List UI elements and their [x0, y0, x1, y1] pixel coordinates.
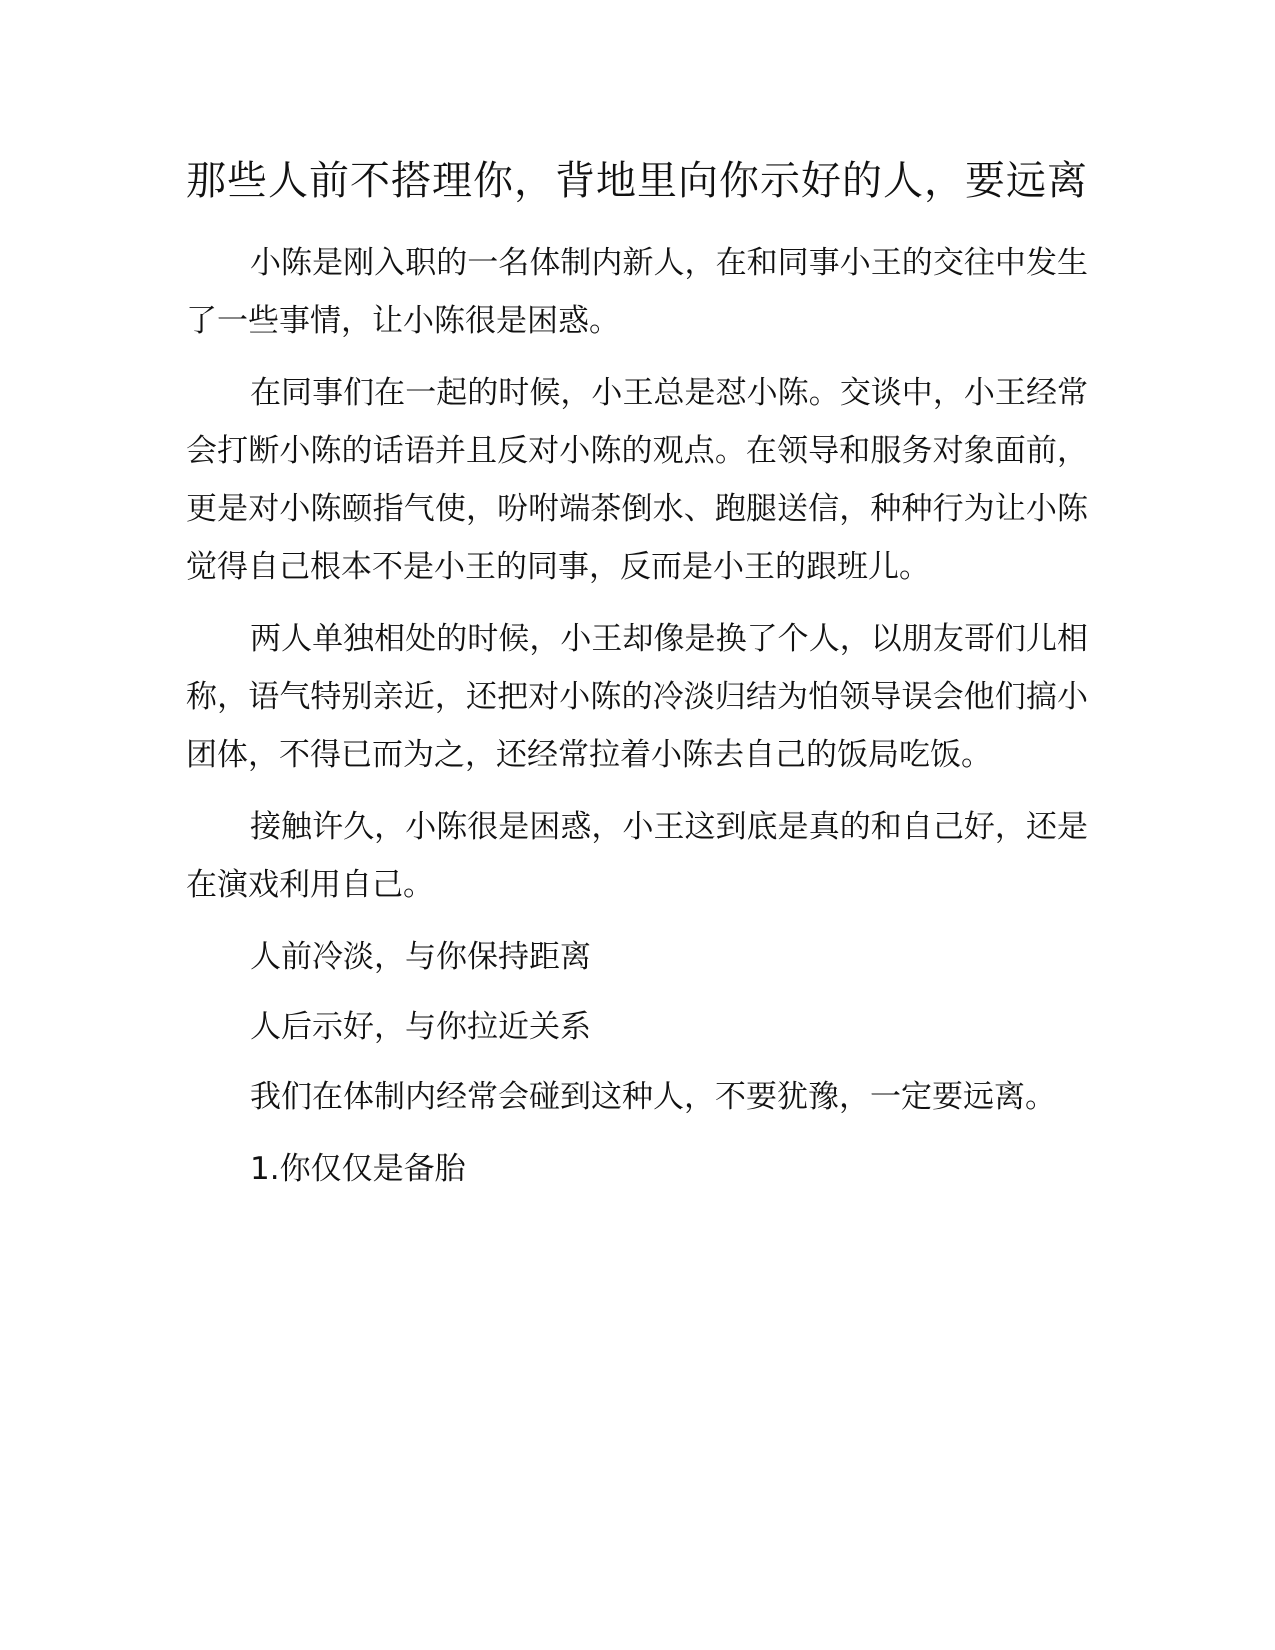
paragraph-confusion: 接触许久，小陈很是困惑，小王这到底是真的和自己好，还是在演戏利用自己。	[186, 809, 1088, 903]
paragraph-public-behavior: 在同事们在一起的时候，小王总是怼小陈。交谈中，小王经常会打断小陈的话语并且反对小陈的观点。在领导和服务对象面前，更是对小陈颐指气使，吩咐端茶倒水、跑腿送信，种种行为让小陈觉得自己根本不是小王的同事，反而是小王的跟班儿。	[186, 375, 1088, 585]
document-title: 那些人前不搭理你，背地里向你示好的人，要远离	[186, 158, 1088, 204]
paragraph-advice: 我们在体制内经常会碰到这种人，不要犹豫，一定要远离。	[250, 1079, 1056, 1115]
paragraph-point-public: 人前冷淡，与你保持距离	[250, 939, 591, 975]
paragraph-intro: 小陈是刚入职的一名体制内新人，在和同事小王的交往中发生了一些事情，让小陈很是困惑。	[186, 245, 1088, 339]
document-body	[186, 150, 1088, 1212]
paragraph-point-private: 人后示好，与你拉近关系	[250, 1009, 591, 1045]
section-heading-backup: 1.你仅仅是备胎	[250, 1151, 466, 1187]
paragraph-private-behavior: 两人单独相处的时候，小王却像是换了个人，以朋友哥们儿相称，语气特别亲近，还把对小陈的冷淡归结为怕领导误会他们搞小团体，不得已而为之，还经常拉着小陈去自己的饭局吃饭。	[186, 621, 1088, 773]
